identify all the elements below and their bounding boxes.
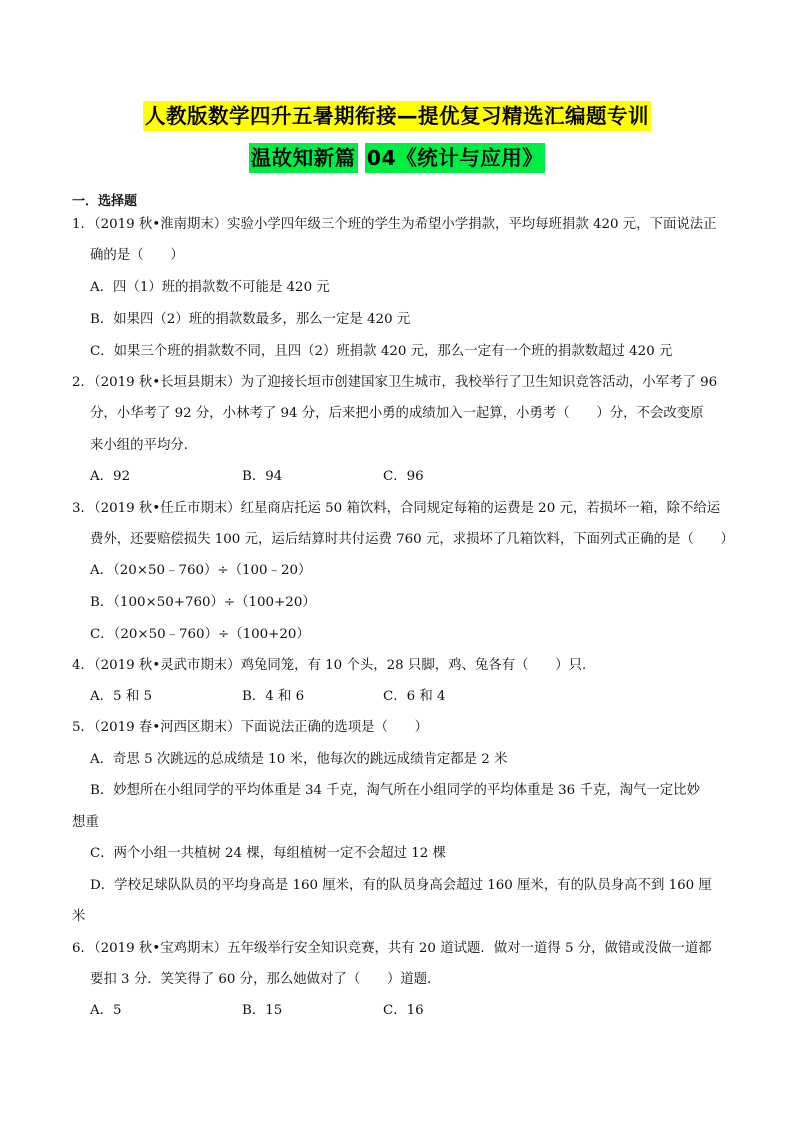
q6-option-b: B．15 (242, 1003, 283, 1018)
subtitle-part-a: 温故知新篇 (249, 143, 358, 173)
q5-option-a: A．奇思 5 次跳远的总成绩是 10 米，他每次的跳远成绩肯定都是 2 米 (90, 752, 508, 767)
q1-option-a: A．四（1）班的捐款数不可能是 420 元 (90, 280, 330, 295)
subtitle-part-b: 04《统计与应用》 (365, 143, 546, 173)
q2-stem-line-1: 2．（2019 秋•长垣县期末）为了迎接长垣市创建国家卫生城市，我校举行了卫生知识竞答活动，小军考了 96 (72, 375, 718, 390)
q1-stem-line-1: 1．（2019 秋•淮南期末）实验小学四年级三个班的学生为希望小学捐款，平均每班捐款 420 元，下面说法正 (72, 217, 717, 232)
q6-stem-line-1: 6．（2019 秋•宝鸡期末）五年级举行安全知识竞赛，共有 20 道试题．做对一道得 5 分，做错或没做一道都 (72, 941, 712, 956)
title-line-1 (0, 101, 794, 131)
section-heading: 一．选择题 (72, 194, 138, 209)
q3-option-c: C．（20×50﹣760）÷（100+20） (90, 627, 310, 642)
q3-option-b: B．（100×50+760）÷（100+20） (90, 595, 316, 610)
q3-stem-line-1: 3．（2019 秋•任丘市期末）红星商店托运 50 箱饮料，合同规定每箱的运费是 20 元，若损坏一箱，除不给运 (72, 501, 721, 516)
q2-stem-line-3: 来小组的平均分． (90, 438, 198, 453)
q5-option-d-line-1: D．学校足球队队员的平均身高是 160 厘米，有的队员身高会超过 160 厘米，有的队员身高不到 160 厘 (90, 878, 712, 893)
q5-option-d-line-2: 米 (72, 909, 86, 924)
title-line-2 (0, 143, 794, 173)
main-title: 人教版数学四升五暑期衔接—提优复习精选汇编题专训 (143, 101, 651, 131)
q1-stem-line-2: 确的是（ ） (90, 248, 184, 263)
q5-option-c: C．两个小组一共植树 24 棵，每组植树一定不会超过 12 棵 (90, 846, 446, 861)
q4-option-b: B．4 和 6 (242, 689, 305, 704)
q4-option-c: C．6 和 4 (383, 689, 446, 704)
q4-option-a: A．5 和 5 (90, 689, 153, 704)
q6-option-a: A．5 (90, 1003, 122, 1018)
q5-option-b-line-2: 想重 (72, 815, 99, 830)
q1-option-b: B．如果四（2）班的捐款数最多，那么一定是 420 元 (90, 312, 411, 327)
q5-stem-line-1: 5．（2019 春•河西区期末）下面说法正确的选项是（ ） (72, 720, 429, 735)
q1-option-c: C．如果三个班的捐款数不同，且四（2）班捐款 420 元，那么一定有一个班的捐款数超过 420 元 (90, 344, 673, 359)
q3-stem-line-2: 费外，还要赔偿损失 100 元，运后结算时共付运费 760 元，求损坏了几箱饮料，下面列式正确的是（ ） (90, 532, 734, 547)
q3-option-a: A．（20×50﹣760）÷（100﹣20） (90, 563, 312, 578)
q6-option-c: C．16 (383, 1003, 424, 1018)
q4-stem-line-1: 4．（2019 秋•灵武市期末）鸡兔同笼，有 10 个头，28 只脚，鸡、兔各有（ ）只． (72, 658, 596, 673)
q2-option-c: C．96 (383, 469, 424, 484)
q2-option-a: A．92 (90, 469, 131, 484)
q2-stem-line-2: 分，小华考了 92 分，小林考了 94 分，后来把小勇的成绩加入一起算，小勇考（ ）分，不会改变原 (90, 406, 704, 421)
q5-option-b-line-1: B．妙想所在小组同学的平均体重是 34 千克，淘气所在小组同学的平均体重是 36 千克，淘气一定比妙 (90, 783, 700, 798)
q6-stem-line-2: 要扣 3 分．笑笑得了 60 分，那么她做对了（ ）道题． (90, 972, 441, 987)
q2-option-b: B．94 (242, 469, 283, 484)
